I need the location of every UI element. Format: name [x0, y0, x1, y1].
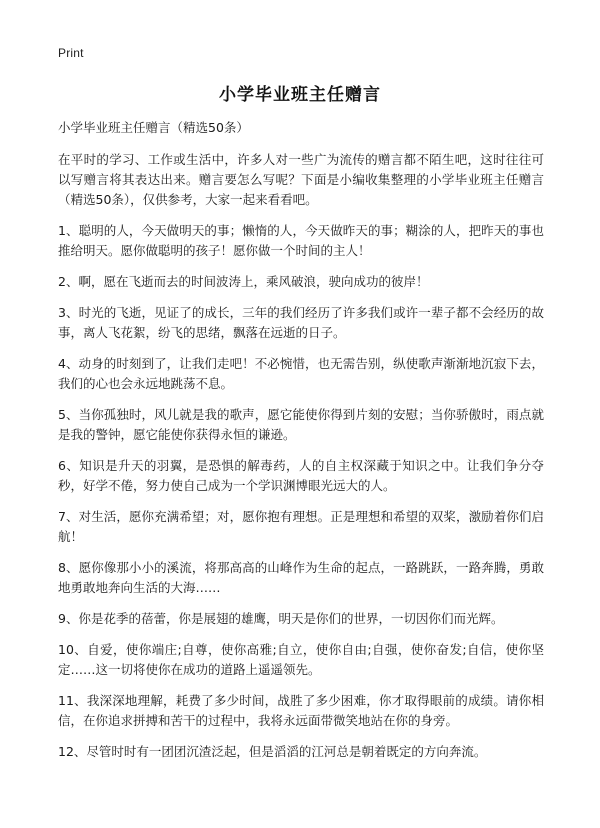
article-body [58, 118, 544, 762]
list-item: 1、聪明的人，今天做明天的事；懒惰的人，今天做昨天的事；糊涂的人，把昨天的事也推给明天。愿你做聪明的孩子！愿你做一个时间的主人！ [58, 223, 544, 258]
list-item: 11、我深深地理解，耗费了多少时间，战胜了多少困难，你才取得眼前的成绩。请你相信，在你追求拼搏和苦干的过程中，我将永远面带微笑地站在你的身旁。 [58, 693, 544, 728]
page-title: 小学毕业班主任赠言 [219, 85, 381, 105]
list-item: 2、啊，愿在飞逝而去的时间波涛上，乘风破浪，驶向成功的彼岸！ [58, 274, 429, 289]
article-subtitle: 小学毕业班主任赠言（精选50条） [58, 120, 249, 135]
list-item: 12、尽管时时有一团团沉渣泛起，但是滔滔的江河总是朝着既定的方向奔流。 [58, 744, 487, 759]
list-item: 3、时光的飞逝，见证了的成长，三年的我们经历了许多我们或许一辈子都不会经历的故事，离人飞花絮，纷飞的思绪，飘落在远逝的日子。 [58, 305, 544, 340]
list-item: 9、你是花季的蓓蕾，你是展翅的雄鹰，明天是你们的世界，一切因你们而光辉。 [58, 611, 504, 626]
list-item: 7、对生活，愿你充满希望；对，愿你抱有理想。正是理想和希望的双桨，激励着你们启航！ [58, 509, 544, 544]
list-item: 5、当你孤独时，风儿就是我的歌声，愿它能使你得到片刻的安慰；当你骄傲时，雨点就是我的警钟，愿它能使你获得永恒的谦逊。 [58, 407, 544, 442]
intro-paragraph: 在平时的学习、工作或生活中，许多人对一些广为流传的赠言都不陌生吧，这时往往可以写赠言将其表达出来。赠言要怎么写呢？下面是小编收集整理的小学毕业班主任赠言（精选50条），仅供参考，大家一起来看看吧。 [58, 152, 544, 207]
list-item: 4、动身的时刻到了，让我们走吧！不必惋惜，也无需告别，纵使歌声渐渐地沉寂下去，我们的心也会永远地跳荡不息。 [58, 356, 544, 391]
list-item: 8、愿你像那小小的溪流，将那高高的山峰作为生命的起点，一路跳跃，一路奔腾，勇敢地勇敢地奔向生活的大海…… [58, 560, 544, 595]
list-item: 10、自爱，使你端庄;自尊，使你高雅;自立，使你自由;自强，使你奋发;自信，使你坚定……这一切将使你在成功的道路上遥遥领先。 [58, 642, 544, 677]
print-label[interactable]: Print [58, 46, 84, 60]
list-item: 6、知识是升天的羽翼，是恐惧的解毒药，人的自主权深藏于知识之中。让我们争分夺秒，好学不倦，努力使自己成为一个学识渊博眼光远大的人。 [58, 458, 544, 493]
